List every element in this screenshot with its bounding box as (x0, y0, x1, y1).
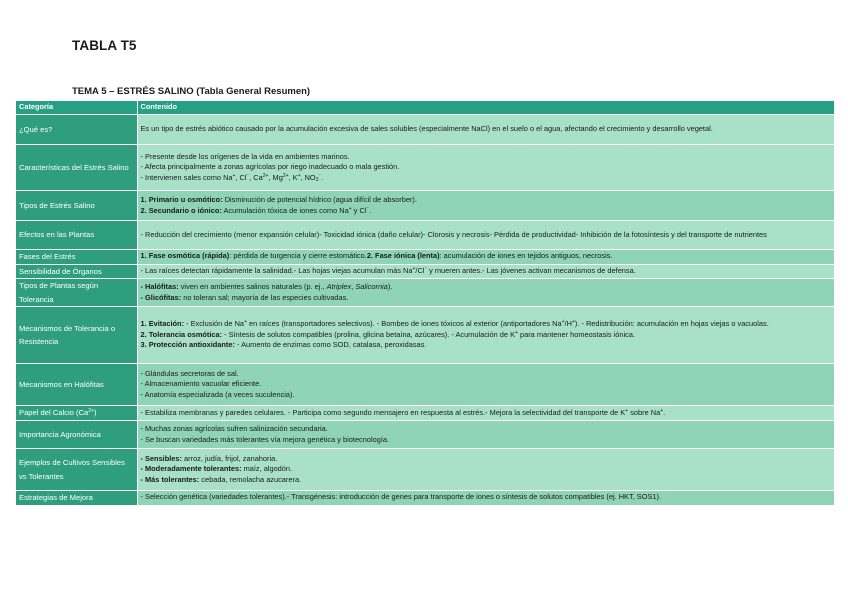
italic-text: Salicornia (355, 281, 388, 291)
text: - Aumento de enzimas como SOD, catalasa, peroxidasas. (234, 340, 427, 350)
row-content (137, 279, 834, 307)
summary-table (16, 101, 835, 506)
row-line: - Afecta principalmente a zonas agrícolas por riego inadecuado o mala gestión. (140, 162, 400, 172)
row-line (141, 464, 832, 475)
sup: + (571, 319, 575, 326)
sup: + (232, 172, 236, 179)
sup: ⁻ (246, 172, 250, 179)
table-row (16, 115, 834, 145)
row-category: Tipos de Estrés Salino (16, 191, 137, 221)
row-category (16, 406, 137, 421)
row-content (137, 191, 834, 221)
text: y Cl (351, 205, 367, 215)
text: - Las raíces detectan rápidamente la salinidad.- Las hojas viejas acumulan más Na (140, 265, 413, 275)
row-category: ¿Qué es? (16, 115, 137, 145)
row-line (141, 454, 832, 465)
text: no toleran sal; mayoría de las especies cultivadas. (181, 292, 349, 302)
bold-text: 1. Evitación: (140, 319, 185, 329)
row-line (141, 319, 769, 328)
text: ). (387, 281, 393, 291)
row-category: Sensibilidad de Órganos (16, 264, 137, 279)
row-line (141, 330, 832, 341)
text: sobre Na (628, 407, 661, 417)
text: /H (564, 319, 572, 329)
row-content (137, 115, 834, 145)
sup: + (515, 329, 518, 336)
row-line: - Selección genética (variedades tolerantes).- Transgénesis: introducción de genes para transporte de iones o síntesis de solutos compatibles (ej. HKT, SOS1). (140, 492, 661, 502)
text: para mantener homeostasis iónica. (517, 329, 636, 339)
text: , K (288, 172, 298, 182)
table-header-row (16, 101, 834, 115)
row-content (137, 307, 834, 364)
text: . (663, 407, 666, 417)
text: y mueren antes.- Las jóvenes activan mecanismos de defensa. (427, 265, 636, 275)
text: ). - Redistribución: acumulación en hojas viejas o vacuolas. (574, 319, 769, 329)
row-line (141, 251, 832, 262)
row-category: Mecanismos en Halófitas (16, 364, 137, 406)
bold-text: 2. Secundario o iónico: (140, 205, 222, 215)
row-line: - Se buscan variedades más tolerantes vía mejora genética y biotecnología. (140, 434, 390, 444)
row-content (137, 221, 834, 250)
row-line (141, 475, 832, 486)
row-category: Ejemplos de Cultivos Sensibles vs Tolerantes (16, 449, 137, 491)
bold-text: 2. Tolerancia osmótica: (140, 329, 223, 339)
row-line (141, 173, 832, 184)
row-line: - Almacenamiento vacuolar eficiente. (140, 379, 262, 389)
text: Papel del Calcio (Ca (19, 408, 89, 418)
table-row (16, 364, 834, 406)
row-line: - Presente desde los orígenes de la vida en ambientes marinos. (140, 151, 350, 161)
sup: + (625, 407, 629, 414)
bold-text: 1. Primario u osmótico: (140, 194, 223, 204)
text: /Cl (415, 265, 425, 275)
row-line (141, 293, 832, 304)
bold-text: - Halófitas: (140, 281, 179, 291)
sup: ⁻ (424, 265, 428, 272)
sup: 2+ (262, 172, 269, 179)
page-title: TABLA T5 (72, 38, 137, 53)
sup: + (412, 265, 416, 272)
text: viven en ambientes salinos naturales (p. ej., (178, 281, 327, 291)
row-content (137, 364, 834, 406)
row-line (141, 206, 832, 217)
text: - Síntesis de solutos compatibles (prolina, glicina betaína, azúcares). - Acumulación de K (222, 329, 516, 339)
table-row (16, 449, 834, 491)
sup: 2+ (282, 172, 289, 179)
row-category: Efectos en las Plantas (16, 221, 137, 250)
text: Disminución de potencial hídrico (agua difícil de absorber). (222, 194, 417, 204)
text: . (321, 172, 324, 182)
row-category: Fases del Estrés (16, 250, 137, 265)
row-text: - Reducción del crecimiento (menor expansión celular)- Toxicidad iónica (daño celular)- Clorosis y necrosis- Pérdida de productividad- Inhibición de la fotosíntesis y del transporte de nutrientes (140, 229, 767, 239)
row-line (141, 195, 832, 206)
sup: 2+ (88, 408, 94, 415)
bold-text: 2. Fase iónica (lenta) (366, 251, 440, 261)
table-row (16, 264, 834, 279)
row-content (137, 406, 834, 421)
row-text: Es un tipo de estrés abiótico causado por la acumulación excesiva de sales solubles (especialmente NaCl) en el suelo o el agua, afectando el crecimiento y desarrollo vegetal. (140, 124, 713, 134)
bold-text: 3. Protección antioxidante: (140, 340, 235, 350)
row-line: - Anatomía especializada (a veces suculencia). (140, 389, 295, 399)
text: : pérdida de turgencia y cierre estomático. (229, 251, 367, 261)
text: arroz, judía, frijol, zanahoria. (181, 453, 278, 463)
table-row (16, 191, 834, 221)
table-row (16, 279, 834, 307)
table-row (16, 250, 834, 265)
text: . (369, 205, 372, 215)
sup: ⁻ (318, 172, 322, 179)
row-category: Estrategias de Mejora (16, 491, 137, 506)
row-content (137, 145, 834, 191)
sup: + (348, 205, 352, 212)
sup: + (297, 172, 301, 179)
table-row (16, 491, 834, 506)
sup: + (561, 319, 565, 326)
row-line: - Glándulas secretoras de sal. (140, 368, 239, 378)
row-category: Características del Estrés Salino (16, 145, 137, 191)
text: - Estabiliza membranas y paredes celulares. - Participa como segundo mensajero en respuesta al estrés.- Mejora la selectividad del transporte de K (140, 407, 626, 417)
italic-text: Atriplex (326, 281, 352, 291)
text: - Intervienen sales como Na (140, 172, 233, 182)
text: : acumulación de iones en tejidos antiguos, necrosis. (439, 251, 613, 261)
text: ) (93, 408, 97, 418)
bold-text: - Sensibles: (140, 453, 182, 463)
text: Acumulación tóxica de iones como Na (221, 205, 349, 215)
row-content (137, 449, 834, 491)
row-content (137, 421, 834, 449)
row-category: Importancia Agronómica (16, 421, 137, 449)
table-row (16, 145, 834, 191)
bold-text: - Moderadamente tolerantes: (140, 464, 242, 474)
row-line (141, 340, 832, 351)
text: , NO (300, 172, 316, 182)
text: - Exclusión de Na (184, 319, 245, 329)
bold-text: - Glicófitas: (140, 292, 182, 302)
text: , Ca (249, 172, 263, 182)
row-line (141, 408, 832, 419)
row-category: Tipos de Plantas según Tolerancia (16, 279, 137, 307)
row-line (141, 282, 832, 293)
bold-text: 1. Fase osmótica (rápida) (140, 251, 230, 261)
bold-text: - Más tolerantes: (140, 474, 200, 484)
sup: + (244, 319, 247, 326)
table-row (16, 221, 834, 250)
sup: ⁻ (366, 205, 370, 212)
text: , (351, 281, 356, 291)
table-row (16, 421, 834, 449)
text: , Cl (235, 172, 247, 182)
text: maíz, algodón. (241, 464, 293, 474)
header-content: Contenido (137, 101, 834, 115)
row-content (137, 491, 834, 506)
table-subtitle: TEMA 5 – ESTRÉS SALINO (Tabla General Resumen) (72, 86, 311, 97)
text: en raíces (transportadores selectivos). - Bombeo de iones tóxicos al exterior (antiportadores Na (246, 319, 562, 329)
text: , Mg (268, 172, 283, 182)
sub: 3 (315, 176, 319, 183)
header-category: Categoría (16, 101, 137, 115)
row-line: - Muchas zonas agrícolas sufren salinización secundaria. (140, 423, 328, 433)
text: cebada, remolacha azucarera. (199, 474, 302, 484)
sup: + (660, 407, 664, 414)
table-row (16, 307, 834, 364)
row-content (137, 250, 834, 265)
row-category: Mecanismos de Tolerancia o Resistencia (16, 307, 137, 364)
row-content (137, 264, 834, 279)
table-row (16, 406, 834, 421)
row-line (141, 266, 832, 277)
